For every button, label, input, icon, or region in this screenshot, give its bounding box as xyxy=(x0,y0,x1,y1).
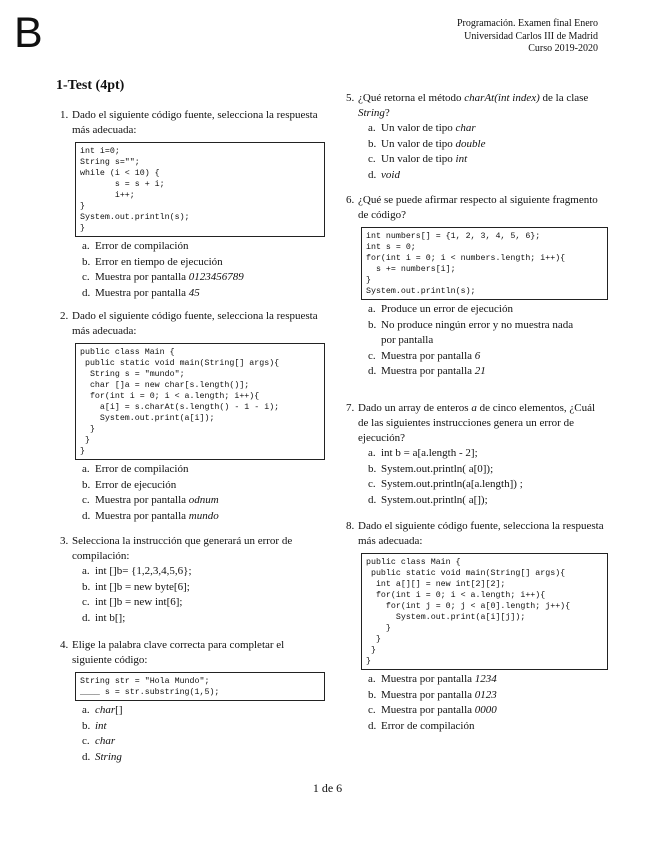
question-5 xyxy=(346,91,608,183)
page-number: 1 de 6 xyxy=(312,781,343,795)
option-c[interactable] xyxy=(82,270,325,286)
option-letter: a. xyxy=(368,122,376,134)
option-d[interactable] xyxy=(82,611,325,627)
option-text: Muestra por pantalla xyxy=(95,271,189,284)
option-letter: c. xyxy=(368,478,376,491)
option-letter: d. xyxy=(368,365,377,378)
option-text: Error en tiempo de ejecución xyxy=(95,255,223,268)
option-text: int []b= {1,2,3,4,5,6}; xyxy=(95,565,192,577)
option-text: System.out.println( a[]); xyxy=(381,493,488,506)
option-a[interactable] xyxy=(368,121,608,137)
question-prompt: Dado el siguiente código fuente, selecciona la respuesta más adecuada: xyxy=(358,520,604,547)
option-letter: d. xyxy=(368,719,377,732)
option-letter: a. xyxy=(368,303,376,315)
options-list xyxy=(346,302,608,380)
option-letter: d. xyxy=(82,509,91,522)
option-c[interactable] xyxy=(82,493,325,509)
header-university: Universidad Carlos III de Madrid xyxy=(464,30,598,42)
option-letter: c. xyxy=(82,596,90,609)
option-letter: a. xyxy=(82,463,90,475)
question-prompt: Elige la palabra clave correcta para completar el siguiente código: xyxy=(72,639,285,666)
option-b[interactable] xyxy=(82,719,325,735)
option-value: String xyxy=(95,750,122,763)
option-letter: c. xyxy=(82,735,90,748)
question-number: 4. xyxy=(60,639,69,651)
options-list xyxy=(60,462,325,524)
option-c[interactable] xyxy=(368,703,608,719)
option-letter: a. xyxy=(368,447,376,459)
option-text: Un valor de tipo xyxy=(381,122,456,134)
method-name: charAt(int index) xyxy=(464,92,540,104)
question-prompt-mid: de la clase xyxy=(539,92,589,104)
code-block: public class Main { public static void main(String[] args){ int a[][] = new int[2][2]; for(int i = 0; i < a.length; i++){ for(int j = 0; j < a[0].length; j++){ System.out.print(a[i][j]); } } } } xyxy=(361,553,608,670)
question-prompt: Dado el siguiente código fuente, selecciona la respuesta más adecuada: xyxy=(72,310,318,337)
question-text xyxy=(346,519,608,549)
option-letter: c. xyxy=(368,349,376,362)
option-c[interactable] xyxy=(368,152,608,168)
question-prompt: Selecciona la instrucción que generará un error de compilación: xyxy=(72,535,293,562)
option-a[interactable] xyxy=(368,302,608,318)
option-text: No produce ningún error y no muestra nada xyxy=(381,318,574,331)
question-number: 1. xyxy=(60,109,69,121)
option-value: int xyxy=(455,153,468,166)
option-text: int []b = new byte[6]; xyxy=(95,580,190,593)
question-number: 6. xyxy=(346,194,355,206)
option-value: double xyxy=(455,137,486,150)
option-text: Error de compilación xyxy=(95,240,189,252)
option-text: System.out.println(a[a.length]) ; xyxy=(381,478,523,491)
question-prompt-end: ? xyxy=(384,107,390,119)
question-text xyxy=(60,638,325,668)
question-prompt: ¿Qué se puede afirmar respecto al siguiente fragmento de código? xyxy=(358,194,598,221)
option-value: 45 xyxy=(188,286,200,299)
option-text: int b[]; xyxy=(95,611,126,624)
option-a[interactable] xyxy=(82,564,325,580)
option-a[interactable] xyxy=(82,462,325,478)
header-year: Curso 2019-2020 xyxy=(528,43,598,54)
option-d[interactable] xyxy=(82,750,325,766)
question-number: 5. xyxy=(346,92,355,104)
option-c[interactable] xyxy=(82,595,325,611)
question-number: 8. xyxy=(346,520,355,532)
code-block: int i=0; String s=""; while (i < 10) { s = s + i; i++; } System.out.println(s); } xyxy=(75,142,325,237)
option-text: int []b = new int[6]; xyxy=(95,596,183,609)
option-b[interactable] xyxy=(368,318,608,349)
option-text: Muestra por pantalla xyxy=(381,349,475,362)
option-a[interactable] xyxy=(82,239,325,255)
option-b[interactable] xyxy=(82,255,325,271)
question-6 xyxy=(346,193,608,380)
header-course: Programación. Examen final Enero xyxy=(456,18,598,29)
code-block: int numbers[] = {1, 2, 3, 4, 5, 6}; int s = 0; for(int i = 0; i < numbers.length; i++){ s += numbers[i]; } System.out.println(s); xyxy=(361,227,608,300)
options-list xyxy=(60,564,325,626)
option-letter: b. xyxy=(82,580,91,593)
question-8 xyxy=(346,519,608,734)
option-text: Muestra por pantalla xyxy=(381,688,475,701)
option-d[interactable] xyxy=(82,509,325,525)
options-list xyxy=(60,703,325,765)
option-c[interactable] xyxy=(82,734,325,750)
question-number: 7. xyxy=(346,402,355,414)
option-c[interactable] xyxy=(368,477,608,493)
question-text xyxy=(60,309,325,339)
option-letter: b. xyxy=(368,318,377,331)
option-letter: b. xyxy=(368,137,377,150)
option-text: Error de compilación xyxy=(95,463,189,475)
option-b[interactable] xyxy=(368,137,608,153)
option-value: 0123456789 xyxy=(188,271,244,284)
exam-version-letter: B xyxy=(14,9,43,57)
option-d[interactable] xyxy=(368,719,608,735)
question-text xyxy=(346,193,608,223)
option-letter: a. xyxy=(82,240,90,252)
code-block: public class Main { public static void main(String[] args){ String s = "mundo"; char []a = new char[s.length()]; for(int i = 0; i < a.length; i++){ a[i] = s.charAt(s.length() - 1 - i); System.out.print(a[i]); } } } xyxy=(75,343,325,460)
option-letter: a. xyxy=(82,704,90,716)
option-letter: d. xyxy=(368,168,377,181)
option-value: 0000 xyxy=(474,704,497,717)
option-value: 1234 xyxy=(474,673,497,685)
option-text: Un valor de tipo xyxy=(381,153,456,166)
option-value: char xyxy=(95,704,116,716)
option-a[interactable] xyxy=(368,672,608,688)
option-d[interactable] xyxy=(368,364,608,380)
option-text: Muestra por pantalla xyxy=(95,494,189,507)
option-value: 21 xyxy=(474,365,486,378)
option-letter: b. xyxy=(82,478,91,491)
option-letter: d. xyxy=(368,493,377,506)
option-b[interactable] xyxy=(82,478,325,494)
option-value: char xyxy=(95,735,116,748)
option-c[interactable] xyxy=(368,349,608,365)
option-text: System.out.println( a[0]); xyxy=(381,462,494,475)
option-b[interactable] xyxy=(82,580,325,596)
option-letter: b. xyxy=(82,719,91,732)
options-list xyxy=(60,239,325,301)
options-list xyxy=(346,672,608,734)
option-d[interactable] xyxy=(368,168,608,184)
option-letter: a. xyxy=(82,565,90,577)
option-letter: c. xyxy=(368,704,376,717)
question-text xyxy=(60,534,325,564)
option-text: Muestra por pantalla xyxy=(381,365,475,378)
option-a[interactable] xyxy=(368,446,608,462)
option-text: Un valor de tipo xyxy=(381,137,456,150)
option-text: Produce un error de ejecución xyxy=(381,303,513,315)
option-suffix: [] xyxy=(115,704,123,716)
question-1 xyxy=(60,108,325,301)
option-letter: d. xyxy=(82,611,91,624)
options-list xyxy=(346,446,608,508)
option-text: Muestra por pantalla xyxy=(95,286,189,299)
option-letter: c. xyxy=(368,153,376,166)
question-text xyxy=(346,91,608,121)
option-b[interactable] xyxy=(368,462,608,478)
option-text: Muestra por pantalla xyxy=(381,704,475,717)
question-prompt-end: de cinco elementos, ¿Cuál de las siguientes instrucciones genera un error de ejecución? xyxy=(358,402,596,444)
question-prompt: Dado el siguiente código fuente, selecciona la respuesta más adecuada: xyxy=(72,109,318,136)
code-block: String str = "Hola Mundo"; ____ s = str.substring(1,5); xyxy=(75,672,325,701)
option-value: void xyxy=(381,168,400,181)
question-7 xyxy=(346,401,608,508)
option-letter: d. xyxy=(82,750,91,763)
question-4 xyxy=(60,638,325,765)
question-prompt: ¿Qué retorna el método xyxy=(358,92,465,104)
class-name: String xyxy=(358,107,385,119)
option-value: char xyxy=(455,122,476,134)
option-letter: b. xyxy=(82,255,91,268)
option-value: odnum xyxy=(188,494,219,507)
option-value: 0123 xyxy=(474,688,497,701)
option-b[interactable] xyxy=(368,688,608,704)
option-d[interactable] xyxy=(368,493,608,509)
question-prompt: Dado un array de enteros xyxy=(358,402,472,414)
array-name: a xyxy=(471,402,477,414)
option-letter: c. xyxy=(82,271,90,284)
question-number: 2. xyxy=(60,310,69,322)
question-2 xyxy=(60,309,325,524)
option-a[interactable] xyxy=(82,703,325,719)
question-3 xyxy=(60,534,325,626)
option-letter: c. xyxy=(82,494,90,507)
question-text xyxy=(346,401,608,446)
option-d[interactable] xyxy=(82,286,325,302)
options-list xyxy=(346,121,608,183)
option-text: Muestra por pantalla xyxy=(381,673,475,685)
page-header xyxy=(457,18,598,56)
option-text: int b = a[a.length - 2]; xyxy=(381,447,478,459)
option-text: Error de ejecución xyxy=(95,478,177,491)
option-letter: b. xyxy=(368,462,377,475)
option-value: int xyxy=(95,719,107,732)
option-letter: a. xyxy=(368,673,376,685)
option-value: 6 xyxy=(474,349,481,362)
question-text xyxy=(60,108,325,138)
option-text: Muestra por pantalla xyxy=(95,509,189,522)
question-number: 3. xyxy=(60,535,69,547)
option-letter: b. xyxy=(368,688,377,701)
option-text: Error de compilación xyxy=(381,719,475,732)
option-text-line2: por pantalla xyxy=(381,334,434,347)
option-letter: d. xyxy=(82,286,91,299)
option-value: mundo xyxy=(188,509,219,522)
section-title: 1-Test (4pt) xyxy=(56,78,125,93)
